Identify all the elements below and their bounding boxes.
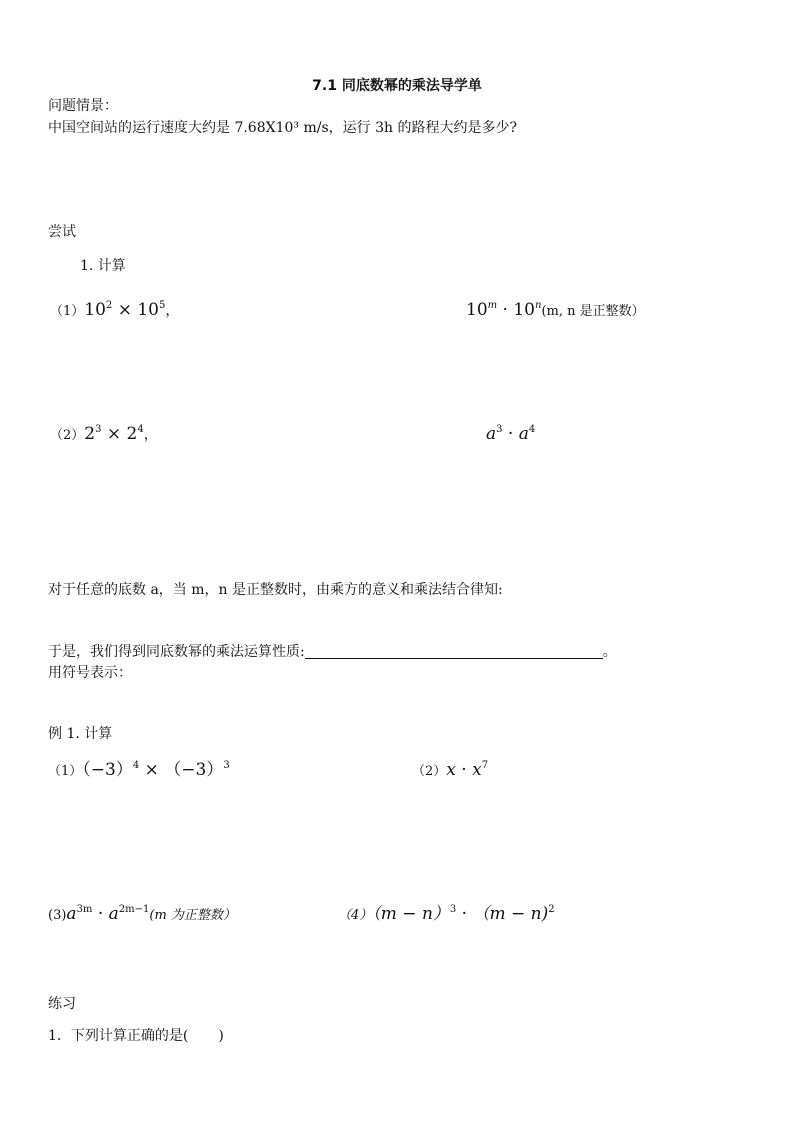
practice-heading: 练习 bbox=[48, 996, 76, 1012]
intro-question: 中国空间站的运行速度大约是 7.68X10³ m/s，运行 3h 的路程大约是多少? bbox=[48, 120, 517, 136]
math-expression: $2^3 \times 2^4$ bbox=[84, 424, 144, 444]
try-heading: 尝试 bbox=[48, 224, 76, 240]
example-problem-2 bbox=[412, 760, 488, 782]
try-item-1: 1. 计算 bbox=[80, 258, 126, 274]
problem-label: （2） bbox=[412, 764, 447, 779]
problem-label: (3) bbox=[48, 908, 67, 923]
try-problem-1-right bbox=[466, 300, 645, 322]
math-expression: $a^{3m} \cdot a^{2m-1}$ bbox=[66, 904, 150, 924]
example-problem-3 bbox=[48, 904, 236, 926]
condition-note: (m, n 是正整数） bbox=[541, 304, 645, 319]
intro-heading: 问题情景： bbox=[48, 98, 118, 114]
example-problem-4 bbox=[338, 904, 555, 926]
symbol-line: 用符号表示： bbox=[48, 665, 132, 681]
try-problem-1-left: $(1)10^2 \times 10^5$， bbox=[50, 300, 180, 320]
problem-label: （1） bbox=[50, 304, 85, 319]
answer-blank[interactable] bbox=[305, 644, 603, 659]
problem-label: （1） bbox=[48, 764, 83, 779]
math-expression: $(-3)^4 \times (-3)^3$ bbox=[82, 760, 230, 780]
try-problem-2-right bbox=[486, 424, 535, 445]
condition-note: (m 为正整数） bbox=[149, 908, 236, 923]
problem-label: （2） bbox=[50, 428, 85, 443]
math-expression: $(m - n)^3 \cdot (m - n)^2$ bbox=[372, 904, 555, 924]
practice-question-1: 1．下列计算正确的是( ) bbox=[48, 1028, 224, 1044]
math-expression: $10^2 \times 10^5$ bbox=[84, 300, 166, 320]
math-expression: $10^m \cdot 10^n$ bbox=[466, 300, 542, 320]
property-line: 于是，我们得到同底数幂的乘法运算性质: 。 bbox=[48, 644, 617, 660]
problem-label: （4） bbox=[338, 908, 373, 923]
math-expression: $a^3 \cdot a^4$ bbox=[486, 424, 536, 444]
math-expression: $x \cdot x^7$ bbox=[446, 760, 489, 780]
example-problem-1 bbox=[48, 760, 230, 782]
derivation-text: 对于任意的底数 a，当 m，n 是正整数时，由乘方的意义和乘法结合律知: bbox=[48, 582, 503, 598]
example-heading: 例 1. 计算 bbox=[48, 726, 113, 742]
page-title: 7.1 同底数幂的乘法导学单 bbox=[312, 78, 482, 94]
try-problem-2-left: $(2)2^3 \times 2^4$， bbox=[50, 424, 158, 444]
